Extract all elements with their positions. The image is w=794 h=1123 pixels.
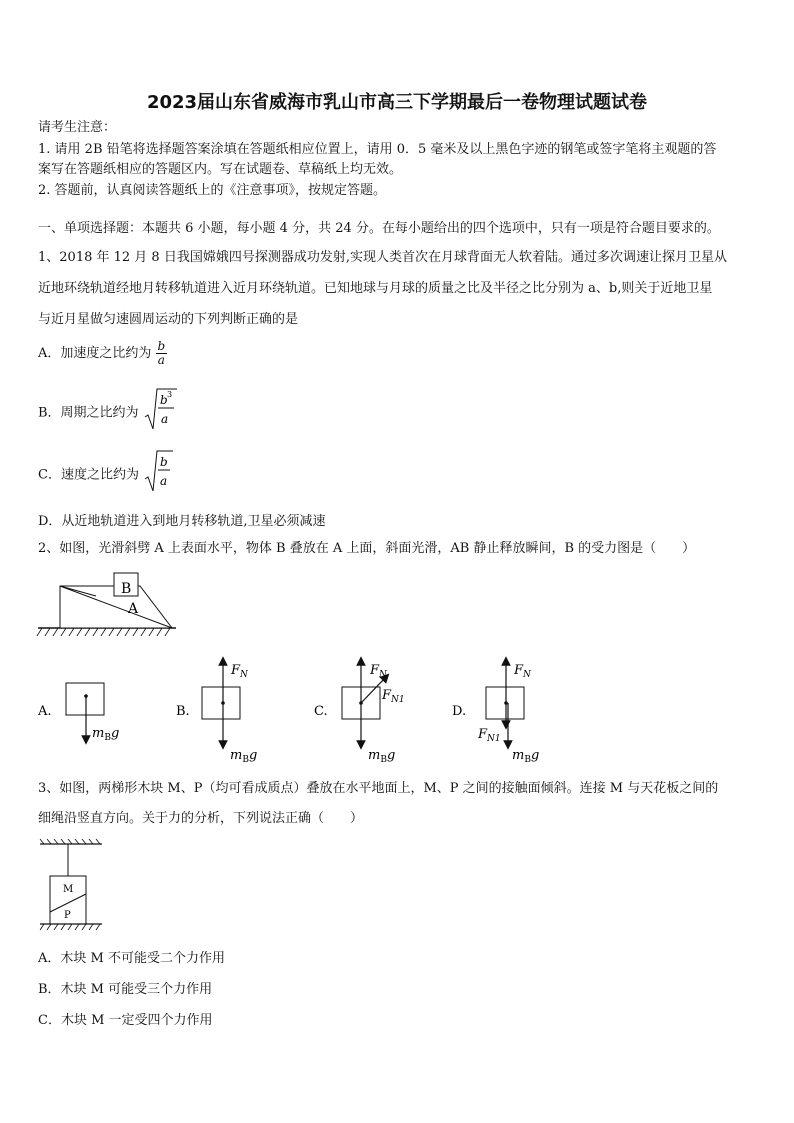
notice-line-1b: 案写在答题纸相应的答题区内。写在试题卷、草稿纸上均无效。 — [38, 162, 403, 177]
q1-option-c-label: C．速度之比约为 — [38, 467, 139, 483]
label-p: P — [64, 910, 71, 921]
option-a-box — [66, 683, 104, 715]
fraction-numerator: b — [159, 393, 168, 407]
fraction-denominator: a — [160, 474, 168, 488]
option-b-mg: $m_Bg$ — [230, 748, 258, 765]
q3-stem-line-1: 3、如图，两梯形木块 M、P（均可看成质点）叠放在水平地面上，M、P 之间的接触面倾斜。连接 M 与天花板之间的 — [38, 781, 719, 796]
ground-hatching — [37, 628, 170, 636]
option-c-fn: $F_N$ — [370, 663, 387, 680]
option-c-label: C. — [314, 704, 328, 719]
q1-option-d: D．从近地轨道进入到地月转移轨道,卫星必须减速 — [38, 514, 326, 529]
q1-option-b — [38, 387, 177, 435]
q3-blocks-figure — [38, 838, 104, 934]
label-b: B — [121, 581, 132, 597]
option-b-label: B. — [176, 704, 190, 719]
ground-hatching — [40, 924, 100, 930]
fraction-numerator: b — [160, 455, 168, 469]
option-a-label: A. — [38, 704, 52, 719]
q2-force-diagrams — [30, 655, 560, 767]
page-title: 2023届山东省威海市乳山市高三下学期最后一卷物理试题试卷 — [146, 92, 648, 113]
q3-stem-line-2: 细绳沿竖直方向。关于力的分析，下列说法正确（ ） — [38, 811, 364, 826]
option-c-mg: $m_Bg$ — [368, 748, 396, 765]
option-d-fn: $F_N$ — [514, 663, 531, 680]
option-b-box — [202, 687, 240, 719]
fraction-numerator: b — [157, 339, 166, 353]
ceiling-hatching — [40, 839, 100, 844]
q2-stem: 2、如图，光滑斜劈 A 上表面水平，物体 B 叠放在 A 上面，斜面光滑，AB 静止释放瞬间，B 的受力图是（ ） — [38, 541, 696, 556]
q1-option-b-radical — [143, 387, 177, 435]
notice-heading: 请考生注意： — [38, 120, 117, 135]
q1-stem-line-3: 与近月星做匀速圆周运动的下列判断正确的是 — [38, 312, 299, 327]
radical-sign-icon — [143, 387, 177, 431]
q3-option-b: B．木块 M 可能受三个力作用 — [38, 982, 213, 997]
option-d-mg: $m_Bg$ — [512, 748, 540, 765]
fraction-denominator: a — [160, 412, 168, 426]
label-a: A — [128, 601, 139, 617]
option-d-label: D. — [452, 704, 467, 719]
q1-stem-line-2: 近地环绕轨道经地月转移轨道进入近月环绕轨道。已知地球与月球的质量之比及半径之比分别为 a、b,则关于近地卫星 — [38, 281, 713, 296]
q1-option-c-radical — [143, 449, 173, 497]
option-b-fn: $F_N$ — [231, 663, 248, 680]
q2-wedge-figure — [36, 568, 178, 640]
section-heading: 一、单项选择题：本题共 6 小题，每小题 4 分，共 24 分。在每小题给出的四个选项中，只有一项是符合题目要求的。 — [38, 221, 720, 236]
numerator-exponent: 3 — [166, 390, 172, 399]
radical-sign-icon — [143, 449, 173, 493]
q1-option-b-label: B．周期之比约为 — [38, 405, 139, 421]
q3-option-a: A．木块 M 不可能受二个力作用 — [38, 951, 225, 966]
q1-stem-line-1: 1、2018 年 12 月 8 日我国嫦娥四号探测器成功发射,实现人类首次在月球背面无人软着陆。通过多次调速让探月卫星从 — [38, 250, 727, 265]
notice-line-1a: 1. 请用 2B 铅笔将选择题答案涂填在答题纸相应位置上，请用 0．5 毫米及以上黑色字迹的钢笔或签字笔将主观题的答 — [38, 142, 717, 157]
option-a-mg: $m_Bg$ — [92, 726, 120, 743]
q1-option-a — [38, 340, 167, 367]
q3-option-c: C．木块 M 一定受四个力作用 — [38, 1013, 213, 1028]
option-c-fn1: $F_{N1}$ — [382, 688, 405, 705]
notice-line-2: 2. 答题前，认真阅读答题纸上的《注意事项》，按规定答题。 — [38, 183, 387, 198]
q1-option-a-label: A．加速度之比约为 — [38, 346, 152, 361]
option-d-fn1: $F_{N1}$ — [478, 727, 501, 744]
q1-option-a-fraction — [156, 340, 168, 367]
q1-option-c — [38, 449, 173, 497]
label-m: M — [63, 884, 74, 895]
fraction-denominator: a — [157, 353, 165, 367]
